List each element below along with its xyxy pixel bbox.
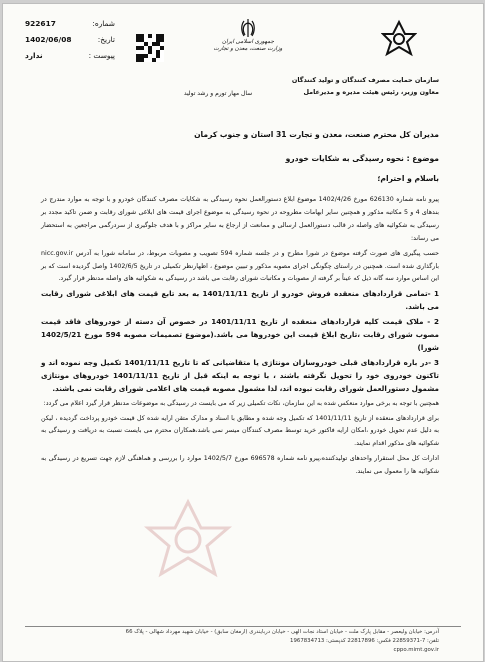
- item-1: 1 -تمامی قراردادهای منعقده فروش خودرو از تاریخ 1401/11/11 به بعد تابع قیمت های ابلاغی شورای رقابت می باشد.: [41, 289, 439, 312]
- iran-emblem-icon: [239, 18, 257, 38]
- item-3: 3 -در باره قراردادهای قبلی خودروسازان مونتاژی یا متقاضیانی که تا تاریخ 1401/11/11 تکمیل وجه نموده اند و تاکنون خودروی خود را تحویل نگرفته باشند ، با توجه به اینکه قبل از تاریخ 1401/11/11 خودروهای مونتاژی مشمول دستورالعمل شورای رقابت نبوده اند، لذا مشمول مصوبه قیمت های اعلامی شورای رقابت نمی باشند.: [41, 357, 439, 393]
- org-line-position: معاون وزیر، رئیس هیئت مدیره و مدیرعامل: [303, 88, 439, 96]
- org-line-title: سازمان حمایت مصرف کنندگان و تولید کنندگان: [291, 76, 439, 84]
- gov-heading: [208, 39, 288, 53]
- number-label: شماره:: [92, 19, 115, 28]
- item-2: 2 - ملاک قیمت کلیه قراردادهای منعقده از تاریخ 1401/11/11 در خصوص آن دسته از خودروهای فاقد قیمت مصوب شورای رقابت ،تاریخ ابلاغ قیمت این خودروها می باشد.(موضوع تصمیمات مصوبه 594 مورخ 1402/5/21 شورا): [41, 317, 439, 352]
- paragraph-council: حسب پیگیری های صورت گرفته موضوع در شورا مطرح و در جلسه شماره 594 تصویب و مصوبات مربوط، در سامانه شورا به آدرس nicc.gov.ir بارگذاری شده است. همچنین در راستای چگونگی اجرای مصوبه مذکور و تبیین موضوع ، اظهارنظر تکمیلی در تاریخ 1402/6/5 واصل گردیده است که بر این اساس موارد سه گانه ذیل که عیناً بر گرفته از مصوبات و مکاتبات شورای رقابت می باشد در رسیدگی به شکوائیه های واصله مدنظر قرار گیرد.: [41, 249, 440, 283]
- number-value: 922617: [25, 19, 56, 28]
- organization-logo-icon: [381, 18, 417, 60]
- footer-contact: تلفن: 7-22859371 فکس: 22817896 کدپستی: 1967834713: [290, 638, 439, 644]
- footer-divider: [25, 626, 461, 627]
- letter-body: [41, 194, 439, 481]
- subject-label: موضوع :: [406, 154, 439, 163]
- attachment-value: ندارد: [25, 51, 43, 60]
- paragraph-supplementary: همچنین با توجه به برخی موارد منعکس شده به این سازمان، نکات تکمیلی زیر که می بایست در رسیدگی به موضوعات مدنظر قرار گیرد اعلام می گردد:: [43, 399, 439, 407]
- date-value: 1402/06/08: [25, 35, 72, 44]
- letter-footer: [19, 628, 439, 655]
- paragraph-reference: پیرو نامه شماره 626130 مورخ 1402/4/26 موضوع ابلاغ دستورالعمل نحوه رسیدگی به شکایات مصرف کنندگان خودرو و با توجه به موارد مندرج در بندهای 4 و 5 مکاتبه مذکور و همچنین سایر ابهامات مطروحه در نحوه رسیدگی به موضوع اجرای قیمت های ابلاغی شورای رقابت و ضمن تاکید مجدد بر رسیدگی به شکوائیه های واصله در قالب دستورالعمل ارسالی و ممانعت از ارجاع به سایر مراکز و با هدف جلوگیری از سردرگمی مراجعین به استحضار می رساند:: [41, 196, 439, 242]
- footer-address: آدرس: خیابان ولیعصر - مقابل پارک ملت - خیابان استاد نجات الهی - خیابان دربایندری (ارمغان سابق) - خیابان شهید مهرداد شهالی - پلاک 66: [125, 629, 439, 635]
- gov-line-ministry: وزارت صنعت، معدن و تجارت: [213, 46, 283, 52]
- letter-page: [2, 3, 484, 662]
- subject-text: نحوه رسیدگی به شکایات خودرو: [285, 154, 404, 163]
- date-label: تاریخ:: [97, 35, 115, 44]
- bullet-1: برای قراردادهای منعقده از تاریخ 1401/11/11 که تکمیل وجه شده و مطابق با اسناد و مدارک متقن ارایه شده کل قیمت خودرو پرداخت گردیده ، لیکن به دلیل عدم تحویل خودرو ،امکان ارایه فاکتور خرید توسط مصرف کنندگان میسر نمی باشد،همکاران محترم می بایست نسبت به دریافت و رسیدگی به شکوائیه های مذکور اقدام نمایند.: [41, 414, 439, 448]
- gov-line-republic: جمهوری اسلامی ایران: [222, 39, 274, 45]
- subject-line: [286, 154, 439, 163]
- watermark-logo-icon: [113, 494, 263, 584]
- year-slogan: سال مهار تورم و رشد تولید: [183, 90, 253, 97]
- organization-name: [292, 74, 439, 98]
- attachment-label: پیوست :: [88, 51, 115, 60]
- qr-code-icon: [136, 34, 164, 62]
- bullet-2: ادارات کل محل استقرار واحدهای تولیدکننده،پیرو نامه شماره 696578 مورخ 1402/5/7 موارد را بررسی و هماهنگی لازم جهت تسریع در رسیدگی به شکوائیه ها را معمول می نمایند.: [41, 455, 439, 476]
- addressee: مدیران کل محترم صنعت، معدن و تجارت 31 استان و جنوب کرمان: [194, 130, 439, 139]
- letter-meta: [25, 16, 115, 64]
- footer-website: cppo.mimt.gov.ir: [393, 647, 439, 653]
- greeting: باسلام و احترام؛: [377, 174, 439, 183]
